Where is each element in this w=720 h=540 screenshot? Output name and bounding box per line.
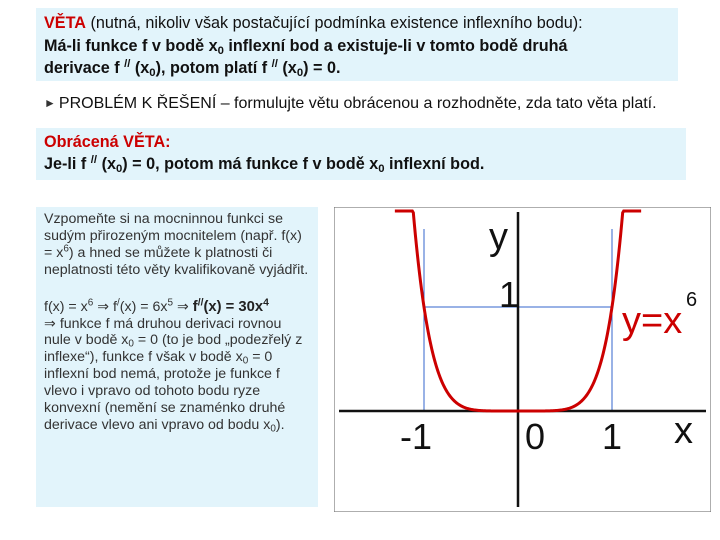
subscript: 0: [296, 66, 304, 79]
theorem-text: Má-li funkce f v bodě x: [44, 36, 218, 55]
superscript: //: [124, 57, 131, 70]
superscript: //: [271, 57, 278, 70]
conclusion-paragraph: [44, 316, 310, 434]
theorem-box: [36, 8, 678, 81]
hint-text: ).: [275, 416, 285, 433]
problem-text: PROBLÉM K ŘEŠENÍ – formulujte větu obrácenou a rozhodněte, zda tato věta platí.: [58, 95, 657, 112]
converse-title: Obrácená VĚTA:: [44, 133, 171, 151]
subscript: 0: [128, 338, 134, 350]
superscript: 6: [63, 243, 69, 255]
formula-text: (x) = 30x: [203, 298, 264, 315]
y-axis-label: y: [489, 216, 508, 258]
superscript: 6: [87, 297, 94, 309]
theorem-text: inflexní bod a existuje-li v tomto bodě druhá: [223, 36, 568, 55]
formula-text: f: [192, 298, 198, 315]
theorem-title-note: (nutná, nikoliv však postačující podmínka existence inflexního bodu):: [85, 14, 583, 32]
superscript: /: [117, 297, 120, 309]
hint-text: = 0 inflexní bod nemá, protože je funkce f vlevo i vpravo od tohoto bodu ryze konvexní (nemění se znaménko druhé derivace vlevo ani vpravo od bodu x: [44, 349, 286, 433]
subscript: 0: [115, 162, 123, 175]
x-tick-1: 1: [602, 416, 623, 457]
function-label-exponent: 6: [686, 289, 698, 311]
theorem-line-2: [44, 35, 670, 58]
theorem-text: ), potom platí f: [155, 59, 272, 77]
subscript: 0: [270, 423, 276, 435]
subscript: 0: [217, 44, 224, 57]
converse-text: Je-li f: [44, 155, 91, 173]
x-tick-0: 0: [525, 416, 546, 457]
theorem-line-3: [44, 57, 670, 80]
x-tick-neg1: -1: [400, 416, 433, 457]
converse-text: (x: [97, 155, 116, 173]
hint-box: [36, 207, 318, 507]
theorem-text: (x: [277, 59, 297, 77]
superscript: //: [197, 296, 204, 308]
theorem-title: VĚTA: [44, 14, 86, 32]
converse-theorem-box: [36, 128, 686, 180]
subscript: 0: [378, 162, 385, 175]
hint-paragraph: [44, 211, 310, 279]
formula-text: f(x) = x: [44, 298, 88, 315]
subscript: 0: [242, 355, 249, 367]
theorem-text: (x: [130, 59, 150, 77]
hint-text: ) a hned se můžete k platnosti či neplatnosti této věty kvalifikovaně vyjádřit.: [44, 244, 309, 278]
superscript: 4: [263, 296, 269, 308]
x-axis-label: x: [674, 410, 693, 452]
derivative-line: [44, 296, 310, 316]
triangle-bullet-icon: ►: [44, 96, 56, 110]
converse-text: inflexní bod.: [384, 155, 485, 173]
hint-text: ⇒ funkce f má druhou derivaci rovnou nule v bodě x: [44, 315, 282, 349]
theorem-text: derivace f: [44, 59, 125, 77]
theorem-text: ) = 0.: [303, 59, 341, 77]
function-label: y=x: [622, 300, 683, 342]
superscript: //: [90, 153, 98, 166]
graph-frame: [334, 207, 711, 512]
converse-text: ) = 0, potom má funkce f v bodě x: [122, 155, 379, 173]
formula-text: ⇒ f: [93, 298, 117, 315]
theorem-line-1: [44, 12, 670, 35]
hint-text: Vzpomeňte si na mocninnou funkci se sudým přirozeným mocnitelem (např. f(x) = x: [44, 211, 302, 261]
formula-text: ⇒: [173, 298, 193, 315]
formula-text: (x) = 6x: [119, 298, 168, 315]
superscript: 5: [167, 297, 173, 309]
function-graph: [334, 207, 711, 512]
converse-statement: [44, 153, 678, 175]
second-derivative: [192, 296, 269, 315]
problem-statement: [44, 92, 704, 116]
hint-text: = 0 (to je bod „podezřelý z inflexe“), funkce f však v bodě x: [44, 332, 303, 366]
spacer: [44, 279, 310, 299]
subscript: 0: [149, 66, 156, 79]
y-tick-1: 1: [499, 274, 520, 315]
